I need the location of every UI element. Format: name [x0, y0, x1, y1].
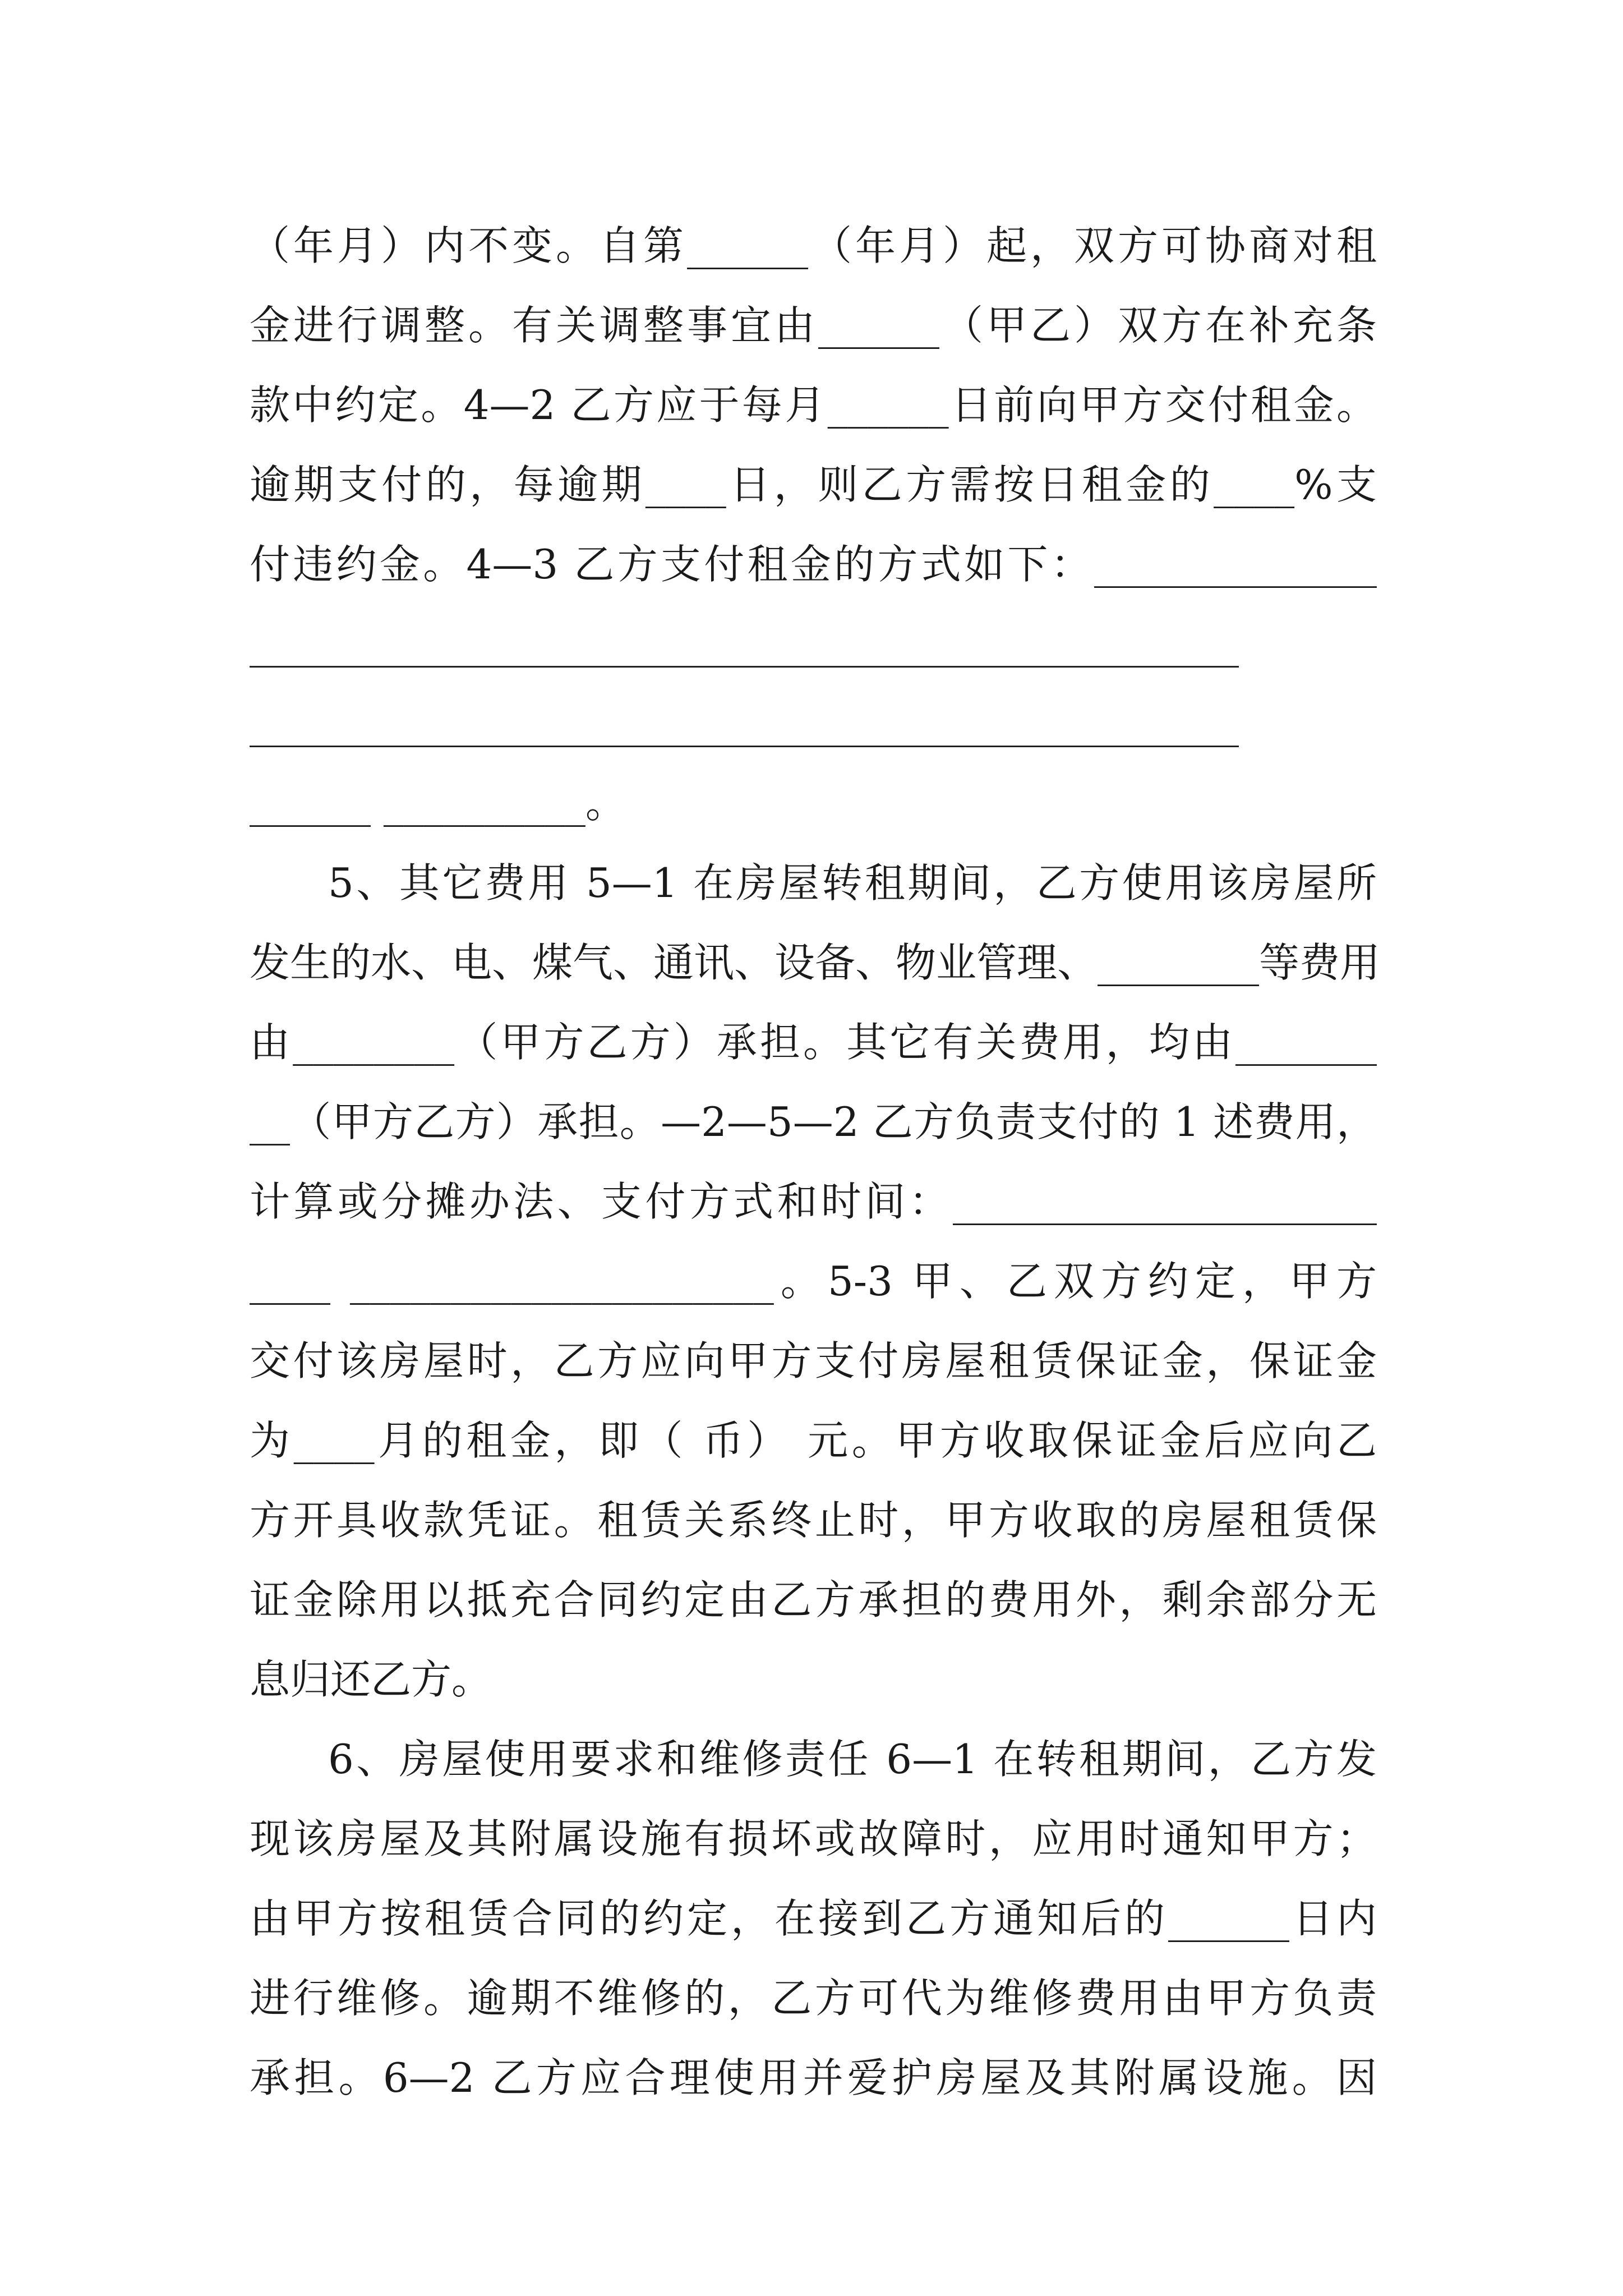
text-line: 款中约定。4—2 乙方应于每月______日前向甲方交付租金。	[250, 381, 1377, 429]
text-line: ____ _____________________。5-3 甲、乙双方约定，甲方	[250, 1258, 1377, 1305]
text-line: 逾期支付的，每逾期____日，则乙方需按日租金的____%支	[250, 461, 1377, 508]
text-line: 证金除用以抵充合同约定由乙方承担的费用外，剩余部分无	[250, 1576, 1377, 1623]
text-line: 现该房屋及其附属设施有损坏或故障时，应用时通知甲方；	[250, 1815, 1377, 1862]
text-line: 由甲方按租赁合同的约定，在接到乙方通知后的______日内	[250, 1895, 1377, 1942]
text-line: 由________（甲方乙方）承担。其它有关费用，均由_______	[250, 1019, 1377, 1066]
text-line: __（甲方乙方）承担。—2—5—2 乙方负责支付的 1 述费用，	[250, 1098, 1377, 1145]
paragraph-start-line: 6、房屋使用要求和维修责任 6—1 在转租期间，乙方发	[328, 1736, 1377, 1783]
text-line: 为____月的租金，即（ 币） 元。甲方收取保证金后应向乙	[250, 1417, 1377, 1464]
text-line: 金进行调整。有关调整事宜由______（甲乙）双方在补充条	[250, 302, 1377, 349]
text-line: 发生的水、电、煤气、通讯、设备、物业管理、________等费用	[250, 939, 1381, 986]
text-line: （年月）内不变。自第______（年月）起，双方可协商对租	[250, 222, 1377, 269]
text-line: ______ __________。	[250, 780, 626, 827]
text-line: 承担。6—2 乙方应合理使用并爱护房屋及其附属设施。因	[250, 2054, 1377, 2101]
text-line: 息归还乙方。	[250, 1656, 492, 1703]
text-line: 交付该房屋时，乙方应向甲方支付房屋租赁保证金，保证金	[250, 1337, 1377, 1384]
text-line: 付违约金。4—3 乙方支付租金的方式如下：______________	[250, 541, 1377, 588]
text-line: _________________________________________________	[250, 620, 1239, 668]
text-line: 方开具收款凭证。租赁关系终止时，甲方收取的房屋租赁保	[250, 1497, 1377, 1544]
paragraph-start-line: 5、其它费用 5—1 在房屋转租期间，乙方使用该房屋所	[328, 859, 1377, 907]
text-line: _________________________________________________	[250, 700, 1239, 747]
text-line: 计算或分摊办法、支付方式和时间：_____________________	[250, 1178, 1377, 1225]
text-line: 进行维修。逾期不维修的，乙方可代为维修费用由甲方负责	[250, 1975, 1377, 2022]
